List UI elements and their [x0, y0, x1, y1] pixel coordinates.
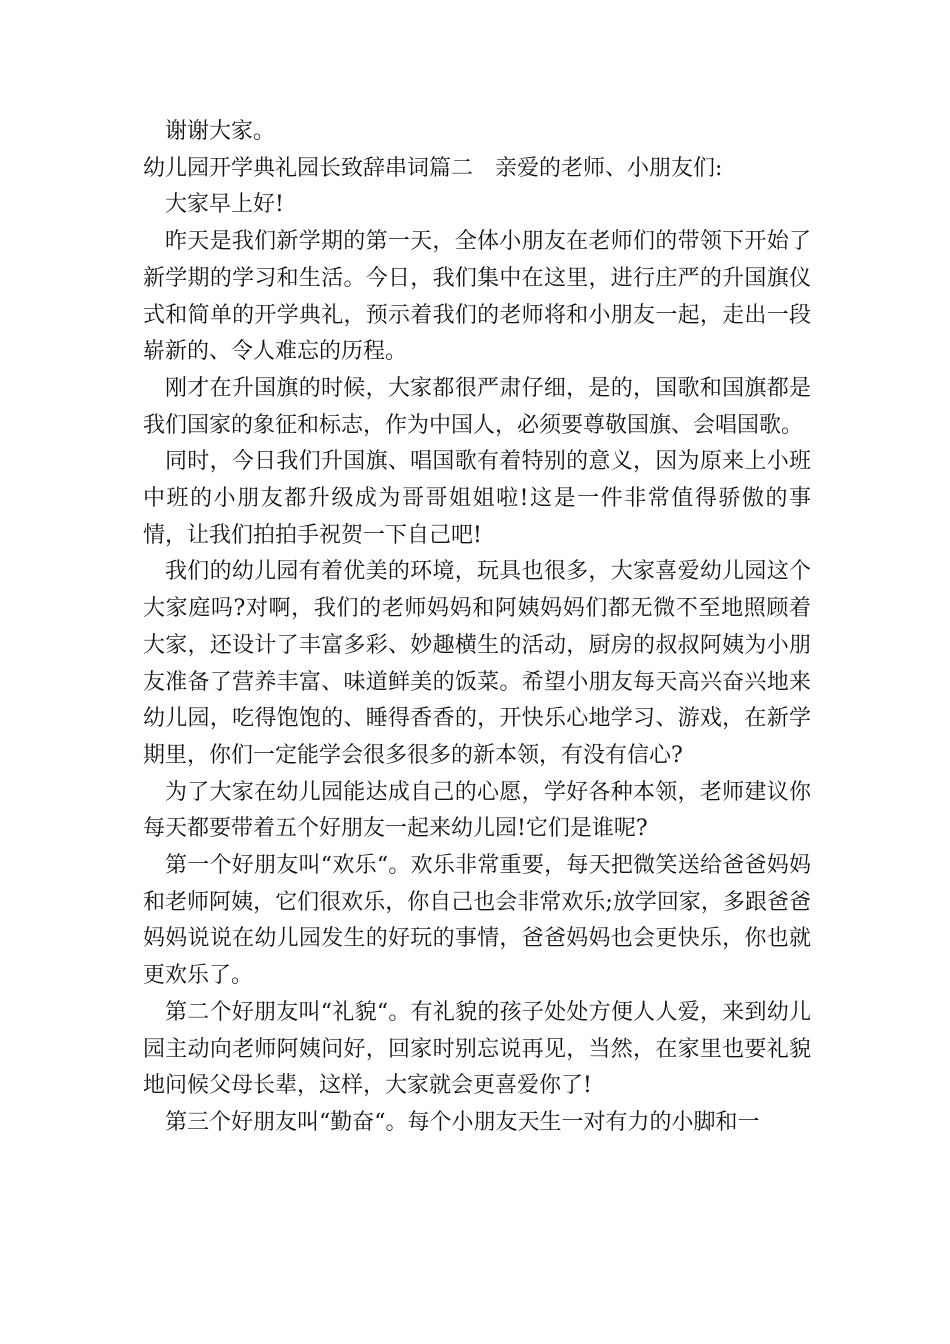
paragraph-special-meaning — [143, 444, 811, 554]
paragraph-text: 第二个好朋友叫“礼貌“。有礼貌的孩子处处方便人人爱，来到幼儿园主动向老师阿姨问好，回家时别忘说再见，当然，在家里也要礼貌地问候父母长辈，这样，大家就会更喜爱你了! — [143, 999, 811, 1099]
paragraph-kindergarten-environment — [143, 554, 811, 774]
paragraph-friend-diligence — [143, 1105, 811, 1142]
paragraph-text: 同时，今日我们升国旗、唱国歌有着特别的意义，因为原来上小班中班的小朋友都升级成为哥哥姐姐啦!这是一件非常值得骄傲的事情，让我们拍拍手祝贺一下自己吧! — [143, 449, 811, 548]
paragraph-friend-politeness — [143, 995, 811, 1105]
paragraph-flag-raising — [143, 371, 811, 444]
paragraph-text: 刚才在升国旗的时候，大家都很严肃仔细，是的，国歌和国旗都是我们国家的象征和标志，作为中国人，必须要尊敬国旗、会唱国歌。 — [143, 375, 811, 438]
salutation-text: 亲爱的老师、小朋友们: — [495, 155, 723, 181]
paragraph-friend-joy — [143, 848, 811, 995]
paragraph-section-heading — [143, 151, 811, 188]
paragraph-five-friends — [143, 775, 811, 848]
paragraph-greeting — [143, 187, 811, 224]
paragraph-first-day — [143, 224, 811, 371]
paragraph-text: 谢谢大家。 — [165, 119, 276, 144]
paragraph-text: 为了大家在幼儿园能达成自己的心愿，学好各种本领，老师建议你每天都要带着五个好朋友一起来幼儿园!它们是谁呢? — [143, 779, 811, 842]
paragraph-text: 第一个好朋友叫“欢乐“。欢乐非常重要，每天把微笑送给爸爸妈妈和老师阿姨，它们很欢乐，你自己也会非常欢乐;放学回家，多跟爸爸妈妈说说在幼儿园发生的好玩的事情，爸爸妈妈也会更快乐，你也就更欢乐了。 — [143, 853, 811, 989]
paragraph-text: 大家早上好! — [165, 192, 284, 218]
paragraph-text: 昨天是我们新学期的第一天，全体小朋友在老师们的带领下开始了新学期的学习和生活。今日，我们集中在这里，进行庄严的升国旗仪式和简单的开学典礼，预示着我们的老师将和小朋友一起，走出一段崭新的、令人难忘的历程。 — [143, 229, 811, 365]
section-title: 幼儿园开学典礼园长致辞串词篇二 — [143, 155, 474, 181]
document-body — [143, 114, 811, 1142]
paragraph-text: 我们的幼儿园有着优美的环境，玩具也很多，大家喜爱幼儿园这个大家庭吗?对啊，我们的老师妈妈和阿姨妈妈们都无微不至地照顾着大家，还设计了丰富多彩、妙趣横生的活动，厨房的叔叔阿姨为小朋友准备了营养丰富、味道鲜美的饭菜。希望小朋友每天高兴奋兴地来幼儿园，吃得饱饱的、睡得香香的，开快乐心地学习、游戏，在新学期里，你们一定能学会很多很多的新本领，有没有信心? — [143, 559, 811, 768]
paragraph-text: 第三个好朋友叫“勤奋“。每个小朋友天生一对有力的小脚和一 — [165, 1109, 760, 1135]
paragraph-closing-thanks — [143, 114, 811, 151]
